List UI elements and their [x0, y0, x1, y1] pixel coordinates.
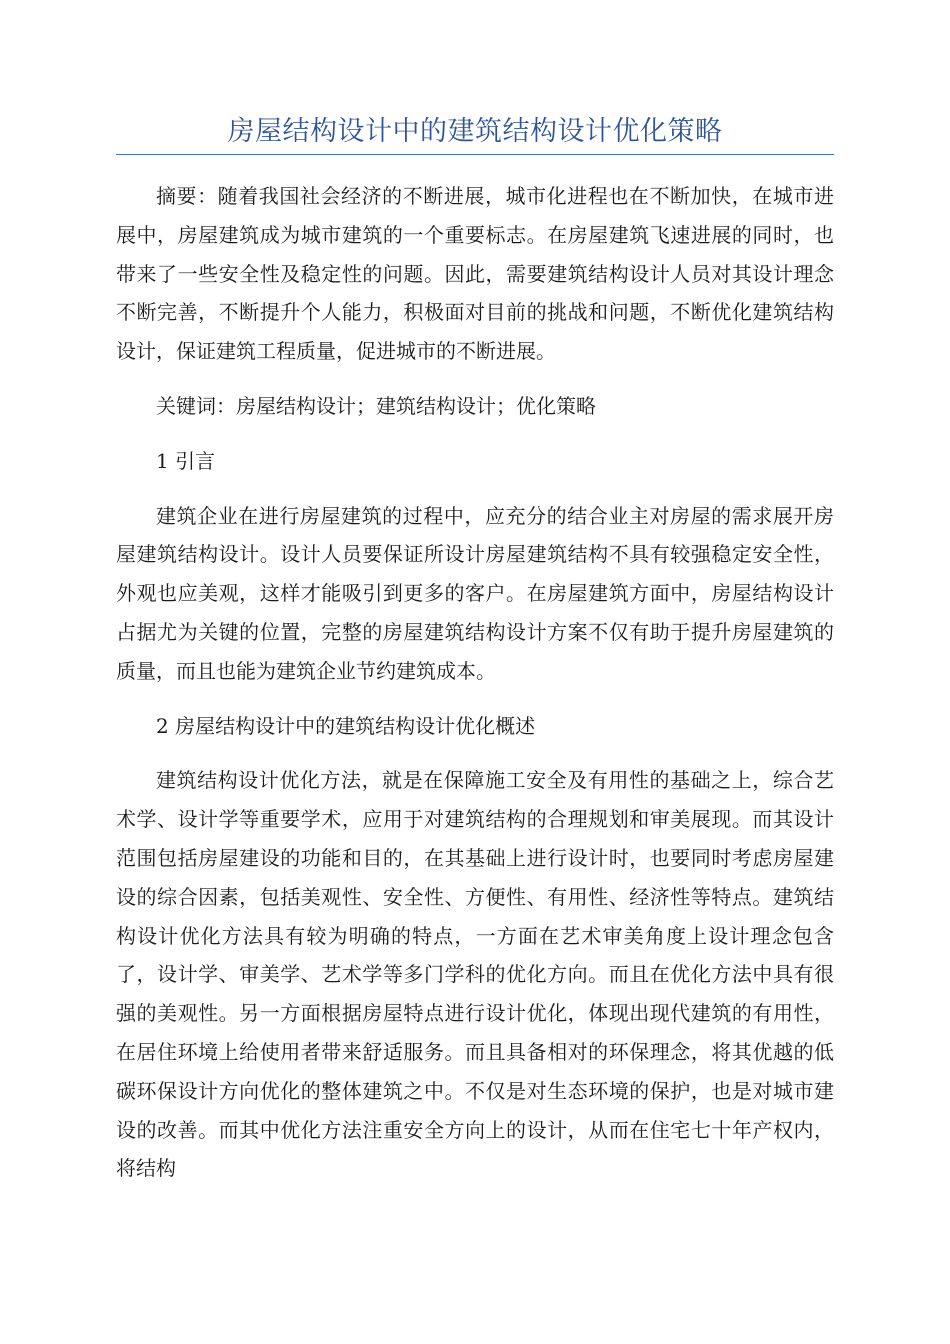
title-underline: [116, 154, 834, 155]
keywords-line: 关键词：房屋结构设计；建筑结构设计；优化策略: [156, 393, 596, 418]
section-2-paragraph: 建筑结构设计优化方法，就是在保障施工安全及有用性的基础之上，综合艺术学、设计学等重要学术，应用于对建筑结构的合理规划和审美展现。而其设计范围包括房屋建设的功能和目的，在其基础上进行设计时，也要同时考虑房屋建设的综合因素，包括美观性、安全性、方便性、有用性、经济性等特点。建筑结构设计优化方法具有较为明确的特点，一方面在艺术审美角度上设计理念包含了，设计学、审美学、艺术学等多门学科的优化方向。而且在优化方法中具有很强的美观性。另一方面根据房屋特点进行设计优化，体现出现代建筑的有用性，在居住环境上给使用者带来舒适服务。而且具备相对的环保理念，将其优越的低碳环保设计方向优化的整体建筑之中。不仅是对生态环境的保护，也是对城市建设的改善。而其中优化方法注重安全方向上的设计，从而在住宅七十年产权内，将结构: [116, 768, 834, 1181]
abstract-paragraph: 摘要：随着我国社会经济的不断进展，城市化进程也在不断加快，在城市进展中，房屋建筑成为城市建筑的一个重要标志。在房屋建筑飞速进展的同时，也带来了一些安全性及稳定性的问题。因此，需要建筑结构设计人员对其设计理念不断完善，不断提升个人能力，积极面对目前的挑战和问题，不断优化建筑结构设计，保证建筑工程质量，促进城市的不断进展。: [116, 184, 834, 364]
section-1-paragraph: 建筑企业在进行房屋建筑的过程中，应充分的结合业主对房屋的需求展开房屋建筑结构设计。设计人员要保证所设计房屋建筑结构不具有较强稳定安全性，外观也应美观，这样才能吸引到更多的客户。在房屋建筑方面中，房屋结构设计占据尤为关键的位置，完整的房屋建筑结构设计方案不仅有助于提升房屋建筑的质量，而且也能为建筑企业节约建筑成本。: [116, 503, 834, 683]
document-page: [116, 0, 834, 1188]
section-2-heading: 2 房屋结构设计中的建筑结构设计优化概述: [156, 713, 536, 738]
document-title: 房屋结构设计中的建筑结构设计优化策略: [227, 116, 723, 147]
section-1-heading: 1 引言: [156, 448, 216, 473]
